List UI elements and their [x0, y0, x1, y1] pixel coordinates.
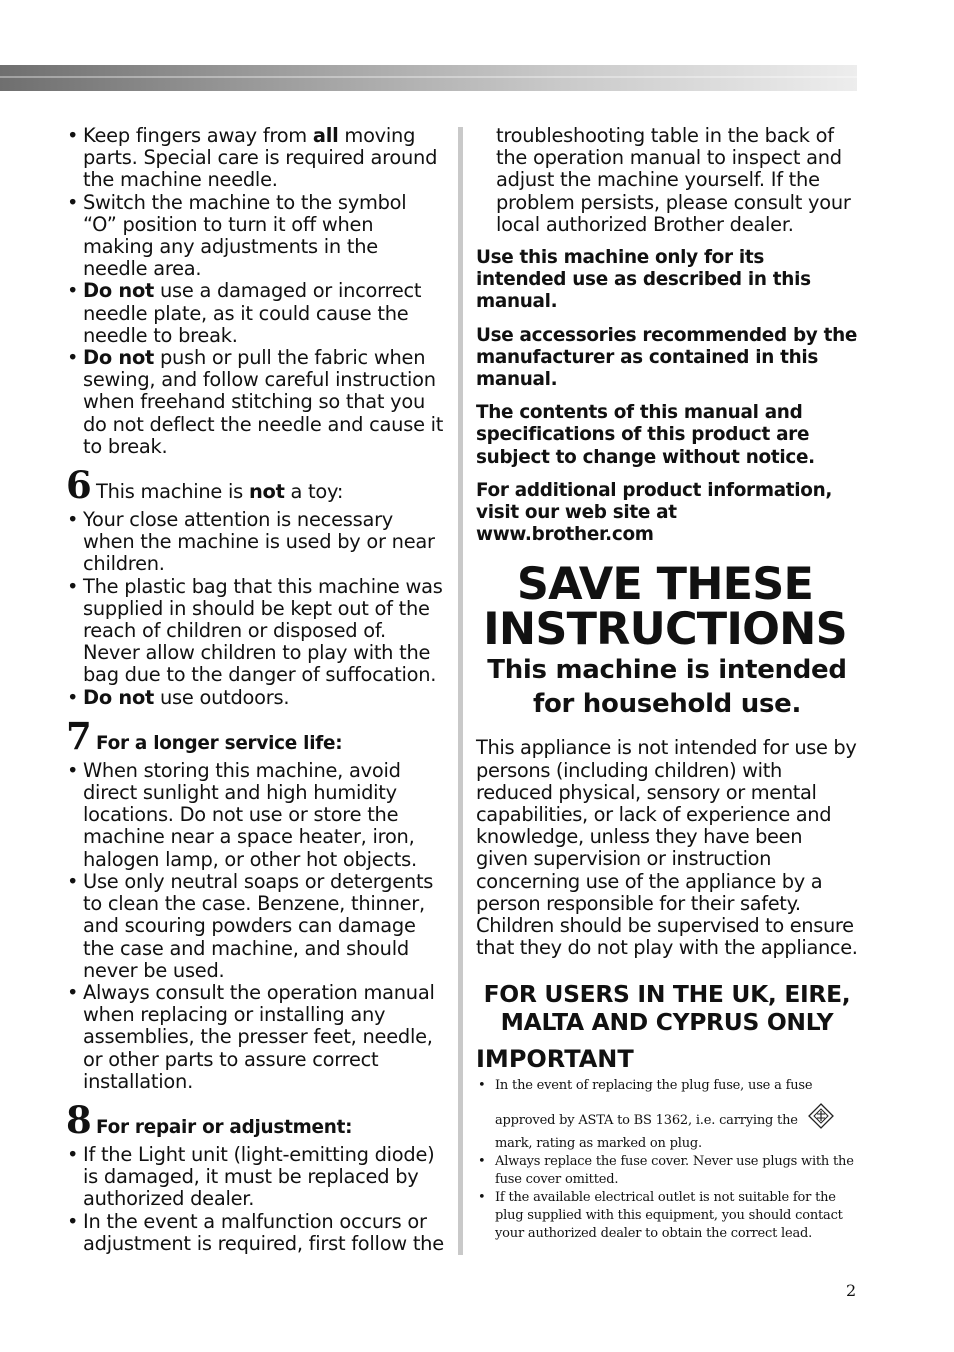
section-8-heading: [66, 1097, 444, 1142]
list-item: • Use only neutral soaps or detergents to clean the case. Benzene, thinner, and scouring powders can damage the case and machine, and should never be used.: [66, 871, 444, 982]
save-instructions-title: SAVE THESE INSTRUCTIONS: [483, 559, 847, 656]
list-item: • Always consult the operation manual when replacing or installing any assemblies, the presser feet, needle, or other parts to assure correct installation.: [66, 982, 444, 1093]
continued-text: troubleshooting table in the back of the operation manual to inspect and adjust the machine yourself. If the problem persists, please consult your local authorized Brother dealer.: [496, 124, 851, 236]
notice-paragraph: Use accessories recommended by the manufacturer as contained in this manual.: [476, 324, 858, 391]
section-7-list: [66, 760, 444, 1093]
list-item: • Do not push or pull the fabric when sewing, and follow careful instruction when freehand stitching so that you do not deflect the needle and cause it to break.: [66, 347, 444, 458]
list-item: • In the event a malfunction occurs or adjustment is required, first follow the: [66, 1211, 444, 1255]
list-item: • Switch the machine to the symbol “O” position to turn it off when making any adjustments in the needle area.: [66, 192, 444, 281]
list-item: • Always replace the fuse cover. Never use plugs with the fuse cover omitted.: [476, 1153, 858, 1189]
section-title: This machine is not a toy:: [96, 480, 344, 504]
important-heading: IMPORTANT: [476, 1045, 634, 1074]
notice-paragraph: Use this machine only for its intended use as described in this manual.: [476, 247, 811, 313]
list-item: • Keep fingers away from all moving parts. Special care is required around the machine needle.: [66, 125, 444, 192]
website-notice: For additional product information, visit our web site at www.brother.com: [476, 479, 833, 546]
children-warning: Children should be supervised to ensure that they do not play with the appliance.: [476, 914, 858, 960]
column-divider: [458, 127, 463, 1255]
notice-paragraph: The contents of this manual and specifications of this product are subject to change without notice.: [476, 402, 815, 468]
safety-bullet-list: [66, 125, 444, 458]
list-item: • When storing this machine, avoid direct sunlight and high humidity locations. Do not use or store the machine near a space heater, iron, halogen lamp, or other hot objects.: [66, 760, 444, 871]
right-column: [476, 125, 858, 1243]
list-item: • If the available electrical outlet is not suitable for the plug supplied with this equipment, you should contact your authorized dealer to obtain the correct lead.: [476, 1189, 858, 1243]
list-item: • Do not use outdoors.: [66, 687, 444, 709]
section-number: 7: [66, 713, 92, 758]
left-column: [66, 125, 444, 1255]
list-item: • Your close attention is necessary when the machine is used by or near children.: [66, 509, 444, 576]
list-item: • In the event of replacing the plug fuse, use a fuse approved by ASTA to BS 1362, i.e. carrying the mark, rating as marked on plug.: [476, 1077, 858, 1153]
header-gradient-bar: [0, 65, 857, 91]
section-7-heading: [66, 713, 444, 758]
list-item: • The plastic bag that this machine was supplied in should be kept out of the reach of children or disposed of. Never allow children to play with the bag due to the danger of suffocation.: [66, 576, 444, 687]
important-list: [476, 1077, 858, 1243]
section-number: 6: [66, 463, 92, 508]
section-6-heading: [66, 463, 444, 508]
list-item: • If the Light unit (light-emitting diode) is damaged, it must be replaced by authorized dealer.: [66, 1144, 444, 1211]
section-title: For repair or adjustment:: [96, 1116, 353, 1138]
appliance-warning: This appliance is not intended for use by persons (including children) with reduced physical, sensory or mental capabilities, or lack of experience and knowledge, unless they have been given supervision or instruction concerning use of the appliance by a person responsible for their safety.: [476, 736, 857, 915]
uk-users-heading: FOR USERS IN THE UK, EIRE, MALTA AND CYPRUS ONLY: [483, 980, 851, 1037]
household-use-heading: This machine is intended for household use.: [487, 655, 847, 720]
section-8-list: [66, 1144, 444, 1255]
page-number: 2: [846, 1281, 857, 1300]
section-title: For a longer service life:: [96, 732, 343, 754]
list-item: • Do not use a damaged or incorrect needle plate, as it could cause the needle to break.: [66, 280, 444, 347]
section-6-list: [66, 509, 444, 709]
section-number: 8: [66, 1097, 92, 1142]
bsi-kitemark-icon: [808, 1103, 834, 1135]
